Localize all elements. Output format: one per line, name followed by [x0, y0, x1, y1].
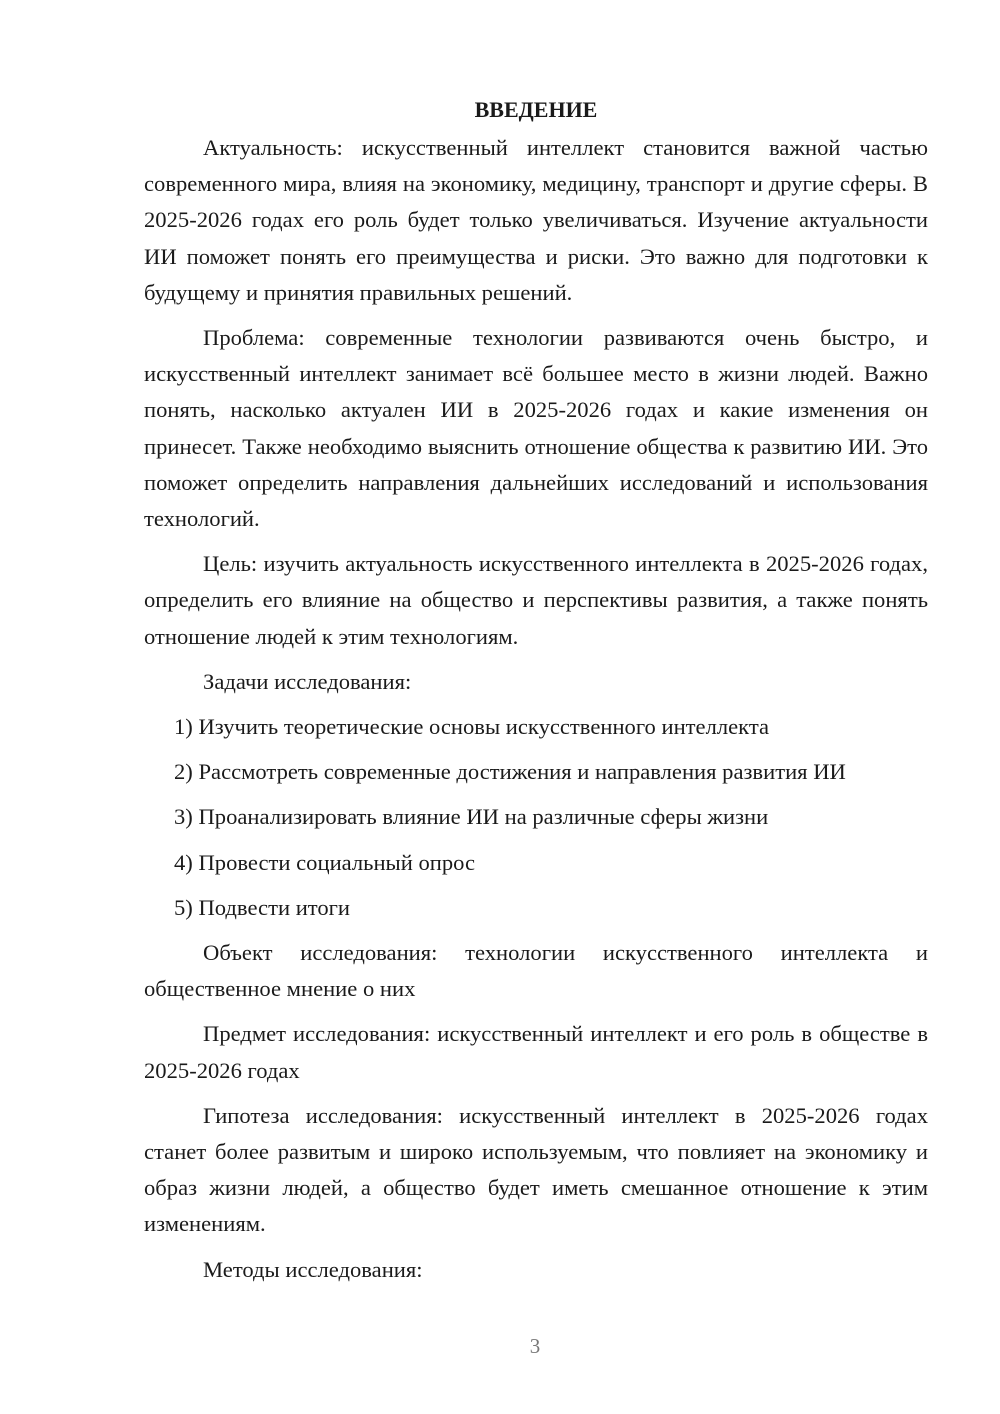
list-item: 4) Провести социальный опрос [174, 849, 476, 875]
paragraph-subject: Предмет исследования: искусственный интеллект и его роль в обществе в 2025-2026 годах [144, 1021, 928, 1083]
tasks-list [144, 709, 928, 926]
paragraph-hypothesis: Гипотеза исследования: искусственный интеллект в 2025-2026 годах станет более развитым и широко используемым, что повлияет на экономику и образ жизни людей, а общество будет иметь смешанное отношение к этим изменениям. [144, 1102, 928, 1237]
paragraph-object: Объект исследования: технологии искусственного интеллекта и общественное мнение о них [144, 940, 928, 1002]
page-title: ВВЕДЕНИЕ [474, 97, 598, 122]
paragraph-methods: Методы исследования: [203, 1256, 423, 1282]
list-item: 5) Подвести итоги [174, 894, 351, 920]
list-item: 3) Проанализировать влияние ИИ на различные сферы жизни [174, 804, 769, 830]
document-page [144, 92, 928, 1297]
paragraph-goal: Цель: изучить актуальность искусственного интеллекта в 2025-2026 годах, определить его влияние на общество и перспективы развития, а также понять отношение людей к этим технологиям. [144, 551, 928, 649]
paragraph-tasks-heading: Задачи исследования: [203, 668, 412, 694]
page-number: 3 [529, 1334, 541, 1358]
list-item: 1) Изучить теоретические основы искусственного интеллекта [174, 714, 770, 740]
paragraph-problem: Проблема: современные технологии развиваются очень быстро, и искусственный интеллект занимает всё большее место в жизни людей. Важно понять, насколько актуален ИИ в 2025-2026 годах и какие изменения он принесет. Также необходимо выяснить отношение общества к развитию ИИ. Это поможет определить направления дальнейших исследований и использования технологий. [144, 325, 928, 532]
paragraph-relevance: Актуальность: искусственный интеллект становится важной частью современного мира, влияя на экономику, медицину, транспорт и другие сферы. В 2025-2026 годах его роль будет только увеличиваться. Изучение актуальности ИИ поможет понять его преимущества и риски. Это важно для подготовки к будущему и принятия правильных решений. [144, 135, 928, 305]
list-item: 2) Рассмотреть современные достижения и направления развития ИИ [174, 759, 846, 785]
